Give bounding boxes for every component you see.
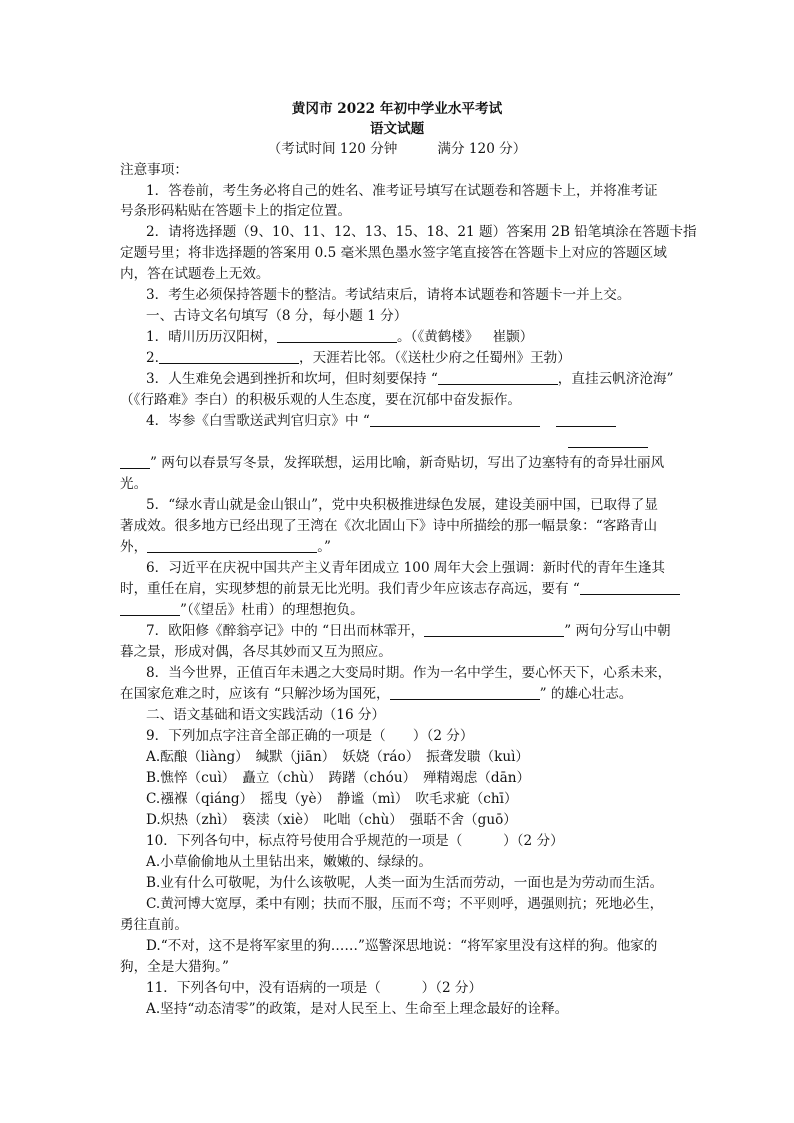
answer-blank[interactable] (370, 412, 540, 427)
note-1-line-2: 号条形码粘贴在答题卡上的指定位置。 (120, 203, 352, 219)
answer-blank[interactable] (390, 685, 540, 700)
question-9-option-c[interactable]: C.襁褓（qiáng） 摇曳（yè） 静谧（mì） 吹毛求疵（chī） (146, 791, 518, 807)
answer-blank[interactable] (120, 601, 180, 616)
question-10-option-c[interactable]: C.黄河博大宽厚，柔中有刚；扶而不服，压而不弯；不平则呼，遇强则抗；死地必生， (146, 896, 664, 912)
question-11: 11．下列各句中，没有语病的一项是（ ）（2 分） (146, 980, 483, 996)
note-1-line-1: 1．答卷前，考生务必将自己的姓名、准考证号填写在试题卷和答题卡上，并将准考证 (146, 183, 658, 199)
answer-blank[interactable] (556, 412, 616, 427)
answer-blank[interactable] (147, 538, 317, 553)
question-9-option-a[interactable]: A.酝酿（liàng） 缄默（jiān） 妖娆（ráo） 振聋发聩（kuì） (146, 749, 530, 765)
exam-title: 黄冈市 2022 年初中学业水平考试 (291, 101, 503, 117)
question-4-line-4: 光。 (120, 476, 148, 492)
answer-blank[interactable] (580, 580, 680, 595)
question-6-line-3: ”（《望岳》杜甫）的理想抱负。 (120, 600, 680, 620)
exam-score: 满分 120 分） (437, 141, 527, 157)
question-6-line-2: 时，重任在肩，实现梦想的前景无比光明。我们青少年应该志存高远，要有 “ (120, 579, 680, 599)
question-10: 10．下列各句中，标点符号使用合乎规范的一项是（ ）（2 分） (146, 833, 564, 849)
question-9-option-b[interactable]: B.憔悴（cuì） 矗立（chù） 踌躇（chóu） 殚精竭虑（dān） (146, 770, 531, 786)
answer-blank[interactable] (159, 349, 299, 364)
question-4-line-3: ” 两句以春景写冬景，发挥联想，运用比喻，新奇贴切，写出了边塞特有的奇异壮丽风 (120, 453, 680, 473)
question-11-option-a[interactable]: A.坚持“动态清零”的政策，是对人民至上、生命至上理念最好的诠释。 (146, 1001, 569, 1017)
question-4-line-1: 4．岑参《白雪歌送武判官归京》中 “ (146, 411, 680, 431)
question-10-option-d-cont: 狗，全是大猎狗。” (120, 959, 229, 975)
note-2-line-2: 定题号里；将非选择题的答案用 0.5 毫米黑色墨水签字笔直接答在答题卡上对应的答题区域 (120, 245, 667, 261)
question-10-option-d[interactable]: D.“不对，这不是将军家里的狗……”巡警深思地说：“将军家里没有这样的狗。他家的 (146, 938, 658, 954)
section-1-heading: 一、古诗文名句填写（8 分，每小题 1 分） (146, 308, 408, 324)
answer-blank[interactable] (438, 370, 558, 385)
section-2-heading: 二、语文基础和语文实践活动（16 分） (146, 707, 386, 723)
question-8-line-1: 8．当今世界，正值百年未遇之大变局时期。作为一名中学生，要心怀天下，心系未来， (146, 665, 672, 681)
note-2-line-3: 内，答在试题卷上无效。 (120, 266, 270, 282)
question-8-line-2: 在国家危难之时，应该有 “只解沙场为国死， ” 的雄心壮志。 (120, 686, 633, 702)
notes-heading: 注意事项： (120, 162, 188, 178)
question-5-line-3: 外， 。” (120, 539, 331, 555)
question-10-option-c-cont: 勇往直前。 (120, 917, 188, 933)
question-2: 2. ，天涯若比邻。（《送杜少府之任蜀州》王勃） (146, 350, 571, 366)
note-3: 3．考生必须保持答题卡的整洁。考试结束后，请将本试题卷和答题卡一并上交。 (146, 287, 631, 303)
answer-blank[interactable] (120, 454, 150, 469)
question-7-line-1: 7．欧阳修《醉翁亭记》中的 “日出而林霏开， ” 两句分写山中朝 (146, 623, 671, 639)
question-1: 1．晴川历历汉阳树， 。（《黄鹤楼》 崔颢） (146, 329, 534, 345)
question-6-line-1: 6．习近平在庆祝中国共产主义青年团成立 100 周年大会上强调：新时代的青年生逢其 (146, 560, 666, 576)
question-9: 9．下列加点字注音全部正确的一项是（ ）（2 分） (146, 728, 474, 744)
question-9-option-d[interactable]: D.炽热（zhì） 亵渎（xiè） 叱咄（chù） 强聒不舍（guō） (146, 812, 517, 828)
question-3-line-1: 3．人生难免会遇到挫折和坎坷，但时刻要保持 “ ，直挂云帆济沧海” (146, 371, 674, 387)
question-3-line-2: （《行路难》李白）的积极乐观的人生态度，要在沉郁中奋发振作。 (120, 392, 522, 408)
note-2-line-1: 2．请将选择题（9、10、11、12、13、15、18、21 题）答案用 2B 铅笔填涂在答题卡指 (146, 224, 697, 240)
question-10-option-b[interactable]: B.业有什么可敬呢，为什么该敬呢，人类一面为生活而劳动，一面也是为劳动而生活。 (146, 875, 664, 891)
answer-blank[interactable] (568, 433, 648, 448)
exam-subject: 语文试题 (369, 121, 425, 137)
answer-blank[interactable] (424, 622, 564, 637)
question-10-option-a[interactable]: A.小草偷偷地从土里钻出来，嫩嫩的、绿绿的。 (146, 854, 433, 870)
question-5-line-2: 著成效。很多地方已经出现了王湾在《次北固山下》诗中所描绘的那一幅景象：“客路青山 (120, 518, 658, 534)
question-5-line-1: 5．“绿水青山就是金山银山”，党中央积极推进绿色发展，建设美丽中国，已取得了显 (146, 497, 658, 513)
answer-blank[interactable] (277, 328, 397, 343)
question-7-line-2: 暮之景，形成对偶，各尽其妙而又互为照应。 (120, 644, 392, 660)
exam-time-score (0, 139, 794, 159)
question-4-line-2 (120, 432, 680, 452)
exam-time: （考试时间 120 分钟 (267, 141, 398, 157)
